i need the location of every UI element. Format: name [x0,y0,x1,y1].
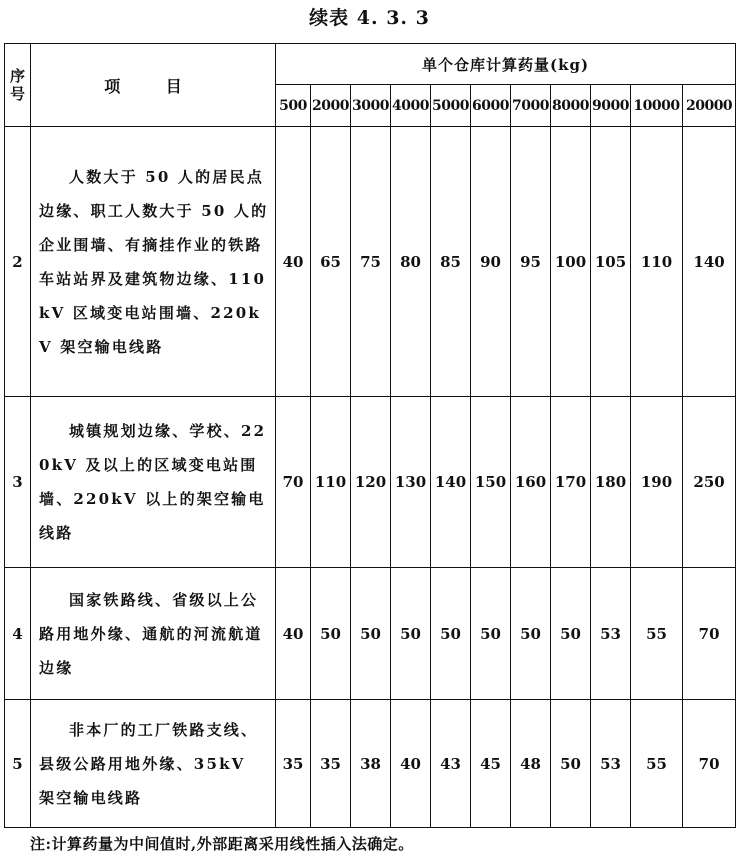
distance-table [4,43,736,828]
row-value: 75 [351,127,391,397]
header-quantity: 单个仓库计算药量(kg) [276,44,736,85]
row-value: 43 [431,700,471,828]
row-value: 80 [391,127,431,397]
row-value: 150 [471,397,511,568]
row-value: 100 [551,127,591,397]
table-note: 注:计算药量为中间值时,外部距离采用线性插入法确定。 [30,835,414,853]
row-value: 140 [431,397,471,568]
row-value: 120 [351,397,391,568]
row-item: 城镇规划边缘、学校、220kV 及以上的区域变电站围墙、220kV 以上的架空输电线路 [31,397,276,568]
row-value: 65 [311,127,351,397]
row-value: 55 [631,700,683,828]
row-value: 53 [591,700,631,828]
row-value: 50 [391,568,431,700]
row-value: 50 [471,568,511,700]
row-value: 90 [471,127,511,397]
row-value: 140 [683,127,736,397]
row-value: 40 [276,127,311,397]
row-seq: 4 [5,568,31,700]
header-column: 8000 [551,85,591,127]
row-value: 95 [511,127,551,397]
header-column: 20000 [683,85,736,127]
row-value: 70 [276,397,311,568]
row-value: 85 [431,127,471,397]
table-caption: 续表 4. 3. 3 [309,7,430,29]
row-value: 170 [551,397,591,568]
row-item: 国家铁路线、省级以上公路用地外缘、通航的河流航道边缘 [31,568,276,700]
row-value: 70 [683,568,736,700]
header-column: 3000 [351,85,391,127]
header-column: 7000 [511,85,551,127]
header-column: 4000 [391,85,431,127]
table-row [5,397,736,568]
table-row [5,700,736,828]
row-value: 40 [391,700,431,828]
row-value: 130 [391,397,431,568]
row-value: 70 [683,700,736,828]
row-item: 非本厂的工厂铁路支线、县级公路用地外缘、35kV 架空输电线路 [31,700,276,828]
header-column: 5000 [431,85,471,127]
row-value: 180 [591,397,631,568]
header-column: 500 [276,85,311,127]
header-column: 6000 [471,85,511,127]
header-column: 10000 [631,85,683,127]
row-value: 50 [551,700,591,828]
row-value: 50 [511,568,551,700]
row-value: 110 [311,397,351,568]
row-value: 53 [591,568,631,700]
row-value: 110 [631,127,683,397]
row-value: 48 [511,700,551,828]
header-column: 9000 [591,85,631,127]
row-value: 45 [471,700,511,828]
row-value: 40 [276,568,311,700]
row-value: 190 [631,397,683,568]
row-value: 50 [551,568,591,700]
header-item: 项 目 [31,44,276,127]
row-value: 160 [511,397,551,568]
row-item: 人数大于 50 人的居民点边缘、职工人数大于 50 人的企业围墙、有摘挂作业的铁路车站站界及建筑物边缘、110kV 区域变电站围墙、220kV 架空输电线路 [31,127,276,397]
row-value: 55 [631,568,683,700]
row-value: 50 [351,568,391,700]
row-value: 250 [683,397,736,568]
row-value: 35 [276,700,311,828]
row-value: 105 [591,127,631,397]
row-seq: 5 [5,700,31,828]
row-value: 35 [311,700,351,828]
header-seq: 序号 [5,44,31,127]
row-seq: 2 [5,127,31,397]
row-seq: 3 [5,397,31,568]
table-row [5,127,736,397]
row-value: 50 [311,568,351,700]
row-value: 38 [351,700,391,828]
header-column: 2000 [311,85,351,127]
table-row [5,568,736,700]
row-value: 50 [431,568,471,700]
